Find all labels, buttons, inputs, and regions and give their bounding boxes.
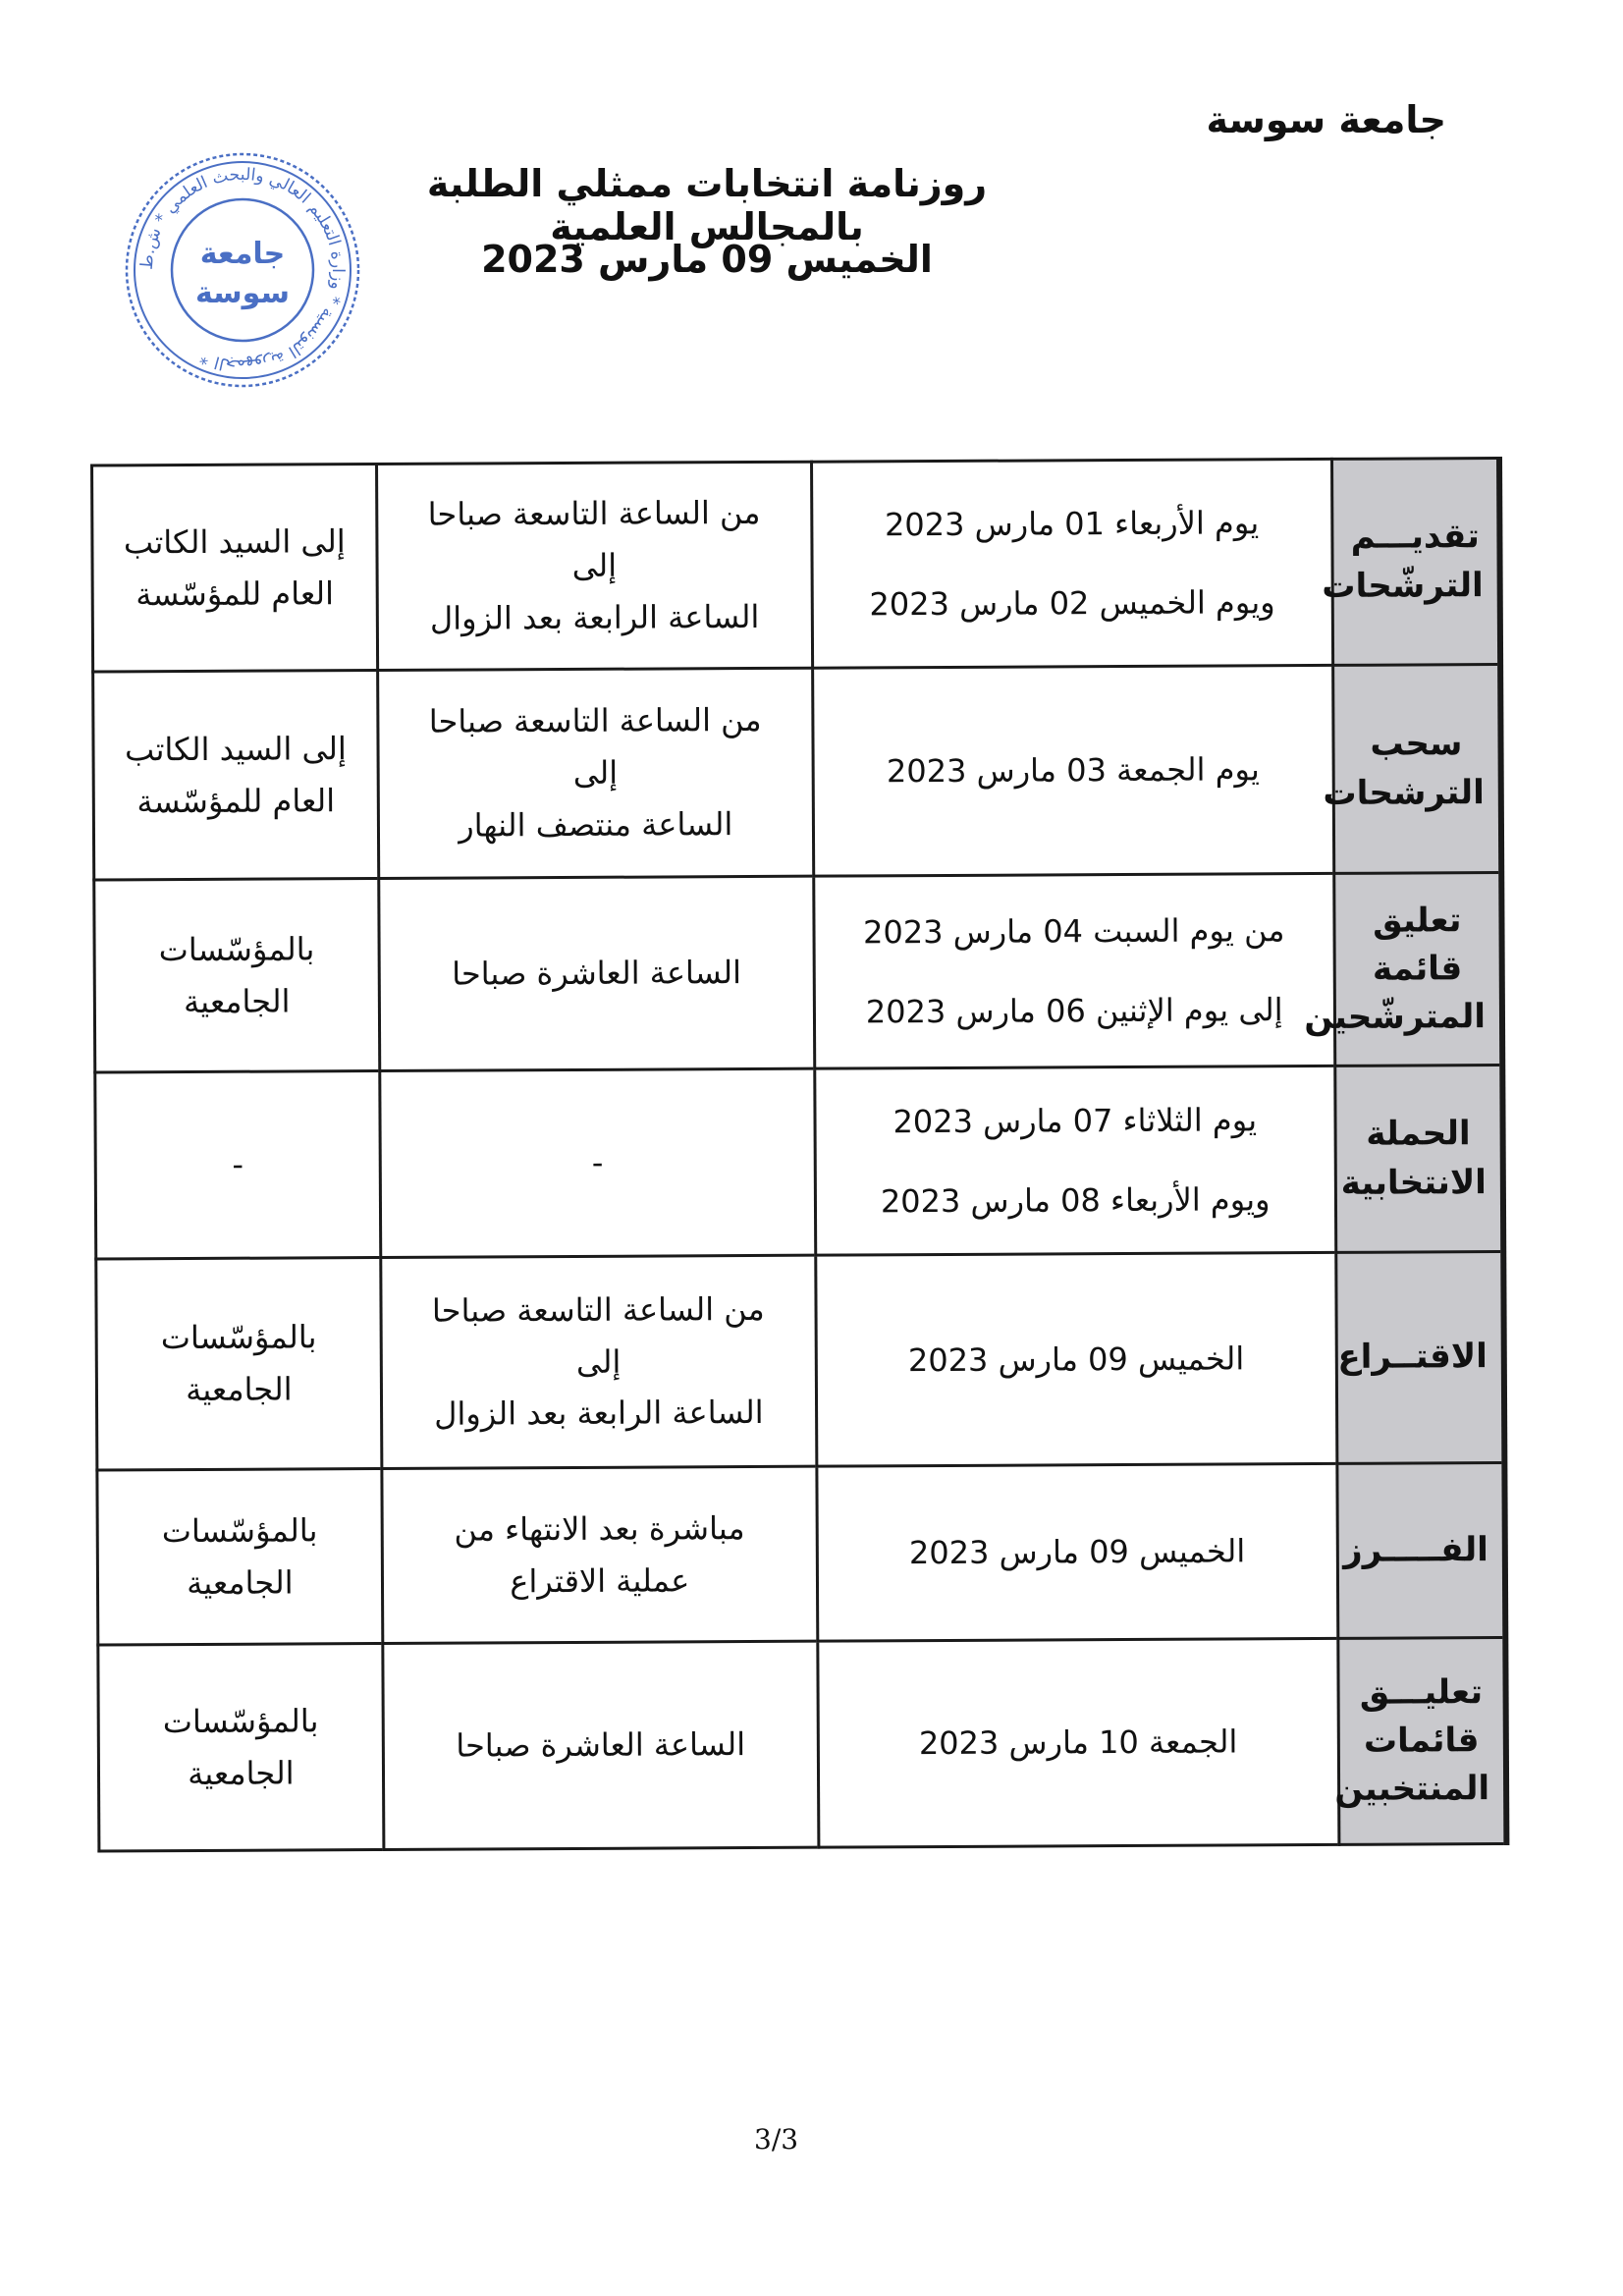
stage-cell — [1337, 1463, 1506, 1639]
table-row — [94, 873, 1503, 1073]
time-cell-line: مباشرة بعد الانتهاء من — [454, 1508, 745, 1549]
place-cell-line: إلى السيد الكاتب — [123, 521, 346, 562]
stage-cell-line: سحب — [1370, 724, 1463, 764]
place-cell-line: بالمؤسّسات — [160, 1318, 317, 1357]
stage-cell-line: الاقتــراع — [1337, 1337, 1488, 1378]
time-cell-line: من الساعة التاسعة صباحا — [428, 701, 762, 741]
time-cell-line: من الساعة التاسعة صباحا — [427, 494, 761, 534]
place-cell-line: - — [232, 1145, 244, 1183]
election-calendar-table — [90, 457, 1509, 1853]
place-cell — [92, 465, 378, 673]
place-cell — [95, 1070, 381, 1259]
time-cell-line: إلى — [572, 753, 619, 793]
document-title: روزنامة انتخابات ممثلي الطلبة بالمجالس العلمية — [426, 162, 988, 248]
university-seal-stamp — [120, 147, 365, 393]
time-cell-line: من الساعة التاسعة صباحا — [431, 1289, 765, 1330]
date-cell-line: إلى يوم الإثنين 06 مارس 2023 — [865, 990, 1283, 1030]
time-cell-line: الساعة العاشرة صباحا — [452, 954, 742, 993]
time-cell — [376, 462, 812, 670]
place-cell-line: الجامعية — [187, 1562, 294, 1602]
date-cell-line: الجمعة 10 مارس 2023 — [918, 1722, 1238, 1763]
place-cell — [97, 1468, 383, 1645]
date-cell-line: ويوم الخميس 02 مارس 2023 — [869, 582, 1275, 623]
stage-cell — [1335, 1252, 1504, 1464]
place-cell-line: العام للمؤسّسة — [135, 574, 335, 613]
place-cell — [98, 1643, 384, 1851]
table-row — [97, 1463, 1505, 1646]
date-cell-line: يوم الثلاثاء 07 مارس 2023 — [893, 1101, 1258, 1140]
time-cell-line: - — [591, 1143, 604, 1181]
place-cell-line: بالمؤسّسات — [161, 1511, 318, 1550]
date-cell-line: من يوم السبت 04 مارس 2023 — [862, 910, 1285, 952]
place-cell-line: العام للمؤسّسة — [136, 781, 336, 820]
university-name: جامعة سوسة — [1206, 98, 1446, 141]
date-cell-line: يوم الجمعة 03 مارس 2023 — [886, 750, 1260, 791]
seal-graphic — [120, 147, 365, 393]
line-spacer — [829, 956, 1319, 986]
place-cell-line: الجامعية — [186, 1370, 293, 1409]
stage-cell-line: المترشّحين — [1304, 997, 1487, 1038]
time-cell-line: إلى — [571, 546, 618, 585]
stage-cell-line: تقديـــم — [1350, 517, 1480, 558]
time-cell-line: عملية الاقتراع — [510, 1560, 690, 1600]
date-cell — [814, 873, 1335, 1068]
table-row — [96, 1252, 1505, 1471]
place-cell-line: الجامعية — [183, 981, 291, 1020]
place-cell-line: إلى السيد الكاتب — [125, 729, 347, 769]
place-cell-line: بالمؤسّسات — [158, 930, 315, 968]
time-cell — [380, 1068, 816, 1257]
place-cell — [96, 1257, 382, 1470]
time-cell — [381, 1255, 817, 1468]
time-cell — [377, 668, 813, 878]
seal-ring-text: الجمهورية التونسية * وزارة التعليم العالي والبحث العلمي * ش.ط * — [136, 164, 349, 376]
time-cell — [383, 1641, 819, 1849]
table-row — [93, 665, 1502, 881]
line-spacer — [830, 1145, 1320, 1175]
stage-cell-line: المنتخبين — [1334, 1769, 1490, 1810]
table-row — [95, 1066, 1503, 1260]
time-cell-line: الساعة الرابعة بعد الزوال — [434, 1394, 764, 1434]
line-spacer — [827, 548, 1317, 578]
stage-cell — [1304, 873, 1502, 1066]
place-cell-line: بالمؤسّسات — [162, 1702, 319, 1740]
date-cell — [815, 1066, 1336, 1255]
stage-cell — [1323, 665, 1501, 874]
stage-cell — [1334, 1637, 1507, 1844]
date-cell-line: يوم الأربعاء 01 مارس 2023 — [884, 504, 1260, 543]
stage-cell-line: تعليـــق — [1359, 1671, 1484, 1713]
stage-cell-line: قائمات — [1363, 1720, 1480, 1761]
date-cell-line: الخميس 09 مارس 2023 — [908, 1532, 1246, 1572]
time-cell-line: الساعة الرابعة بعد الزوال — [429, 597, 760, 637]
stage-cell-line: الحملة — [1366, 1114, 1471, 1154]
stage-cell-line: الترشّحات — [1322, 565, 1484, 606]
date-cell — [818, 1638, 1339, 1847]
stage-cell — [1334, 1066, 1503, 1253]
time-cell — [379, 876, 815, 1070]
document-date: الخميس 09 مارس 2023 — [481, 238, 933, 281]
calendar-table-body — [92, 459, 1507, 1851]
date-cell — [811, 459, 1332, 668]
stage-cell-line: الانتخابية — [1340, 1162, 1487, 1203]
time-cell-line: إلى — [575, 1342, 622, 1381]
table-row — [92, 459, 1501, 673]
stage-cell-line: الفـــــرز — [1342, 1529, 1488, 1570]
stage-cell-line: الترشحات — [1323, 772, 1485, 813]
time-cell — [382, 1466, 818, 1643]
date-cell-line: الخميس 09 مارس 2023 — [907, 1339, 1245, 1379]
seal-center-line1: جامعة — [199, 237, 286, 271]
stage-cell — [1322, 459, 1500, 666]
table-row — [98, 1637, 1507, 1851]
place-cell — [94, 878, 380, 1072]
page-number: 3/3 — [754, 2123, 799, 2156]
date-cell — [812, 665, 1333, 876]
date-cell — [817, 1463, 1338, 1641]
date-cell-line: ويوم الأربعاء 08 مارس 2023 — [880, 1179, 1271, 1220]
time-cell-line: الساعة العاشرة صباحا — [456, 1725, 746, 1765]
place-cell-line: الجامعية — [188, 1753, 295, 1792]
date-cell — [816, 1252, 1337, 1466]
time-cell-line: الساعة منتصف النهار — [459, 804, 733, 845]
stage-cell-line: تعليق قائمة — [1372, 900, 1463, 989]
place-cell — [93, 671, 379, 881]
seal-center-line2: سوسة — [194, 276, 291, 310]
